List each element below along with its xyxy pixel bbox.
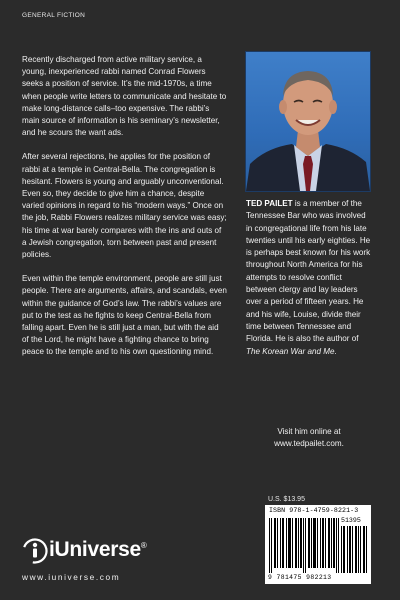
- iuniverse-logo-icon: [22, 538, 48, 564]
- visit-label: Visit him online at: [277, 427, 341, 436]
- genre-label: GENERAL FICTION: [22, 12, 86, 19]
- price-label: U.S. $13.95: [268, 496, 305, 503]
- blurb-paragraph-2: After several rejections, he applies for the position of rabbi at a temple in Central-Bella. The congregation is hesitant. Flowers is young and arguably unconventional. Even so, they decide to give him a chance, despite varied opinions in regard to his “modern ways.” Once on the job, Rabbi Flowers realizes military service was easy; his time at war barely compares with the ins and outs of a Jewish congregation, torn between past and present policies.: [22, 152, 227, 260]
- author-bio-end: .: [334, 346, 337, 356]
- book-blurb: [22, 54, 227, 371]
- ean-number: 9 781475 982213: [268, 574, 332, 581]
- author-website-link[interactable]: www.tedpailet.com.: [274, 439, 344, 449]
- author-website-block: [246, 426, 372, 451]
- ean-barcode-bars: [269, 518, 339, 573]
- price-addon-bars: [341, 526, 367, 573]
- price-addon-number: 51395: [341, 517, 361, 524]
- publisher-logo: [22, 538, 172, 568]
- isbn-barcode: [265, 505, 371, 584]
- publisher-website[interactable]: www.iuniverse.com: [22, 572, 121, 582]
- blurb-paragraph-1: Recently discharged from active military service, a young, inexperienced rabbi named Conrad Flowers seeks a position of service. It’s the mid-1970s, a time when people write letters to communicate and hesitate to make long-distance calls–too expensive. The rabbi’s main source of information is his seminary’s newsletter, and he scours the want ads.: [22, 55, 227, 138]
- author-bio-text: is a member of the Tennessee Bar who was involved in congregational life from his late twenties until his early eighties. He is perhaps best known for his work throughout North America for his attempts to resolve conflict between clergy and lay leaders over a period of fifteen years. He and his wife, Louise, divide their time between Tennessee and Florida. He is also the author of: [246, 199, 371, 344]
- author-photo: [245, 51, 371, 192]
- author-bio: [246, 198, 372, 358]
- other-book-title: The Korean War and Me: [246, 346, 335, 356]
- isbn-number: ISBN 978-1-4759-8221-3: [269, 507, 359, 514]
- publisher-name: iUniverse®: [49, 538, 147, 561]
- author-name: TED PAILET: [246, 199, 293, 208]
- blurb-paragraph-3: Even within the temple environment, people are still just people. There are arguments, affairs, and scandals, even within the guidance of God’s law. The rabbi’s values are put to the test as he fights to keep Central-Bella from falling apart. Even he is still just a man, but with the aid of the Lord, he might have a fighting chance to bring peace to the temple and to his own questioning mind.: [22, 274, 227, 357]
